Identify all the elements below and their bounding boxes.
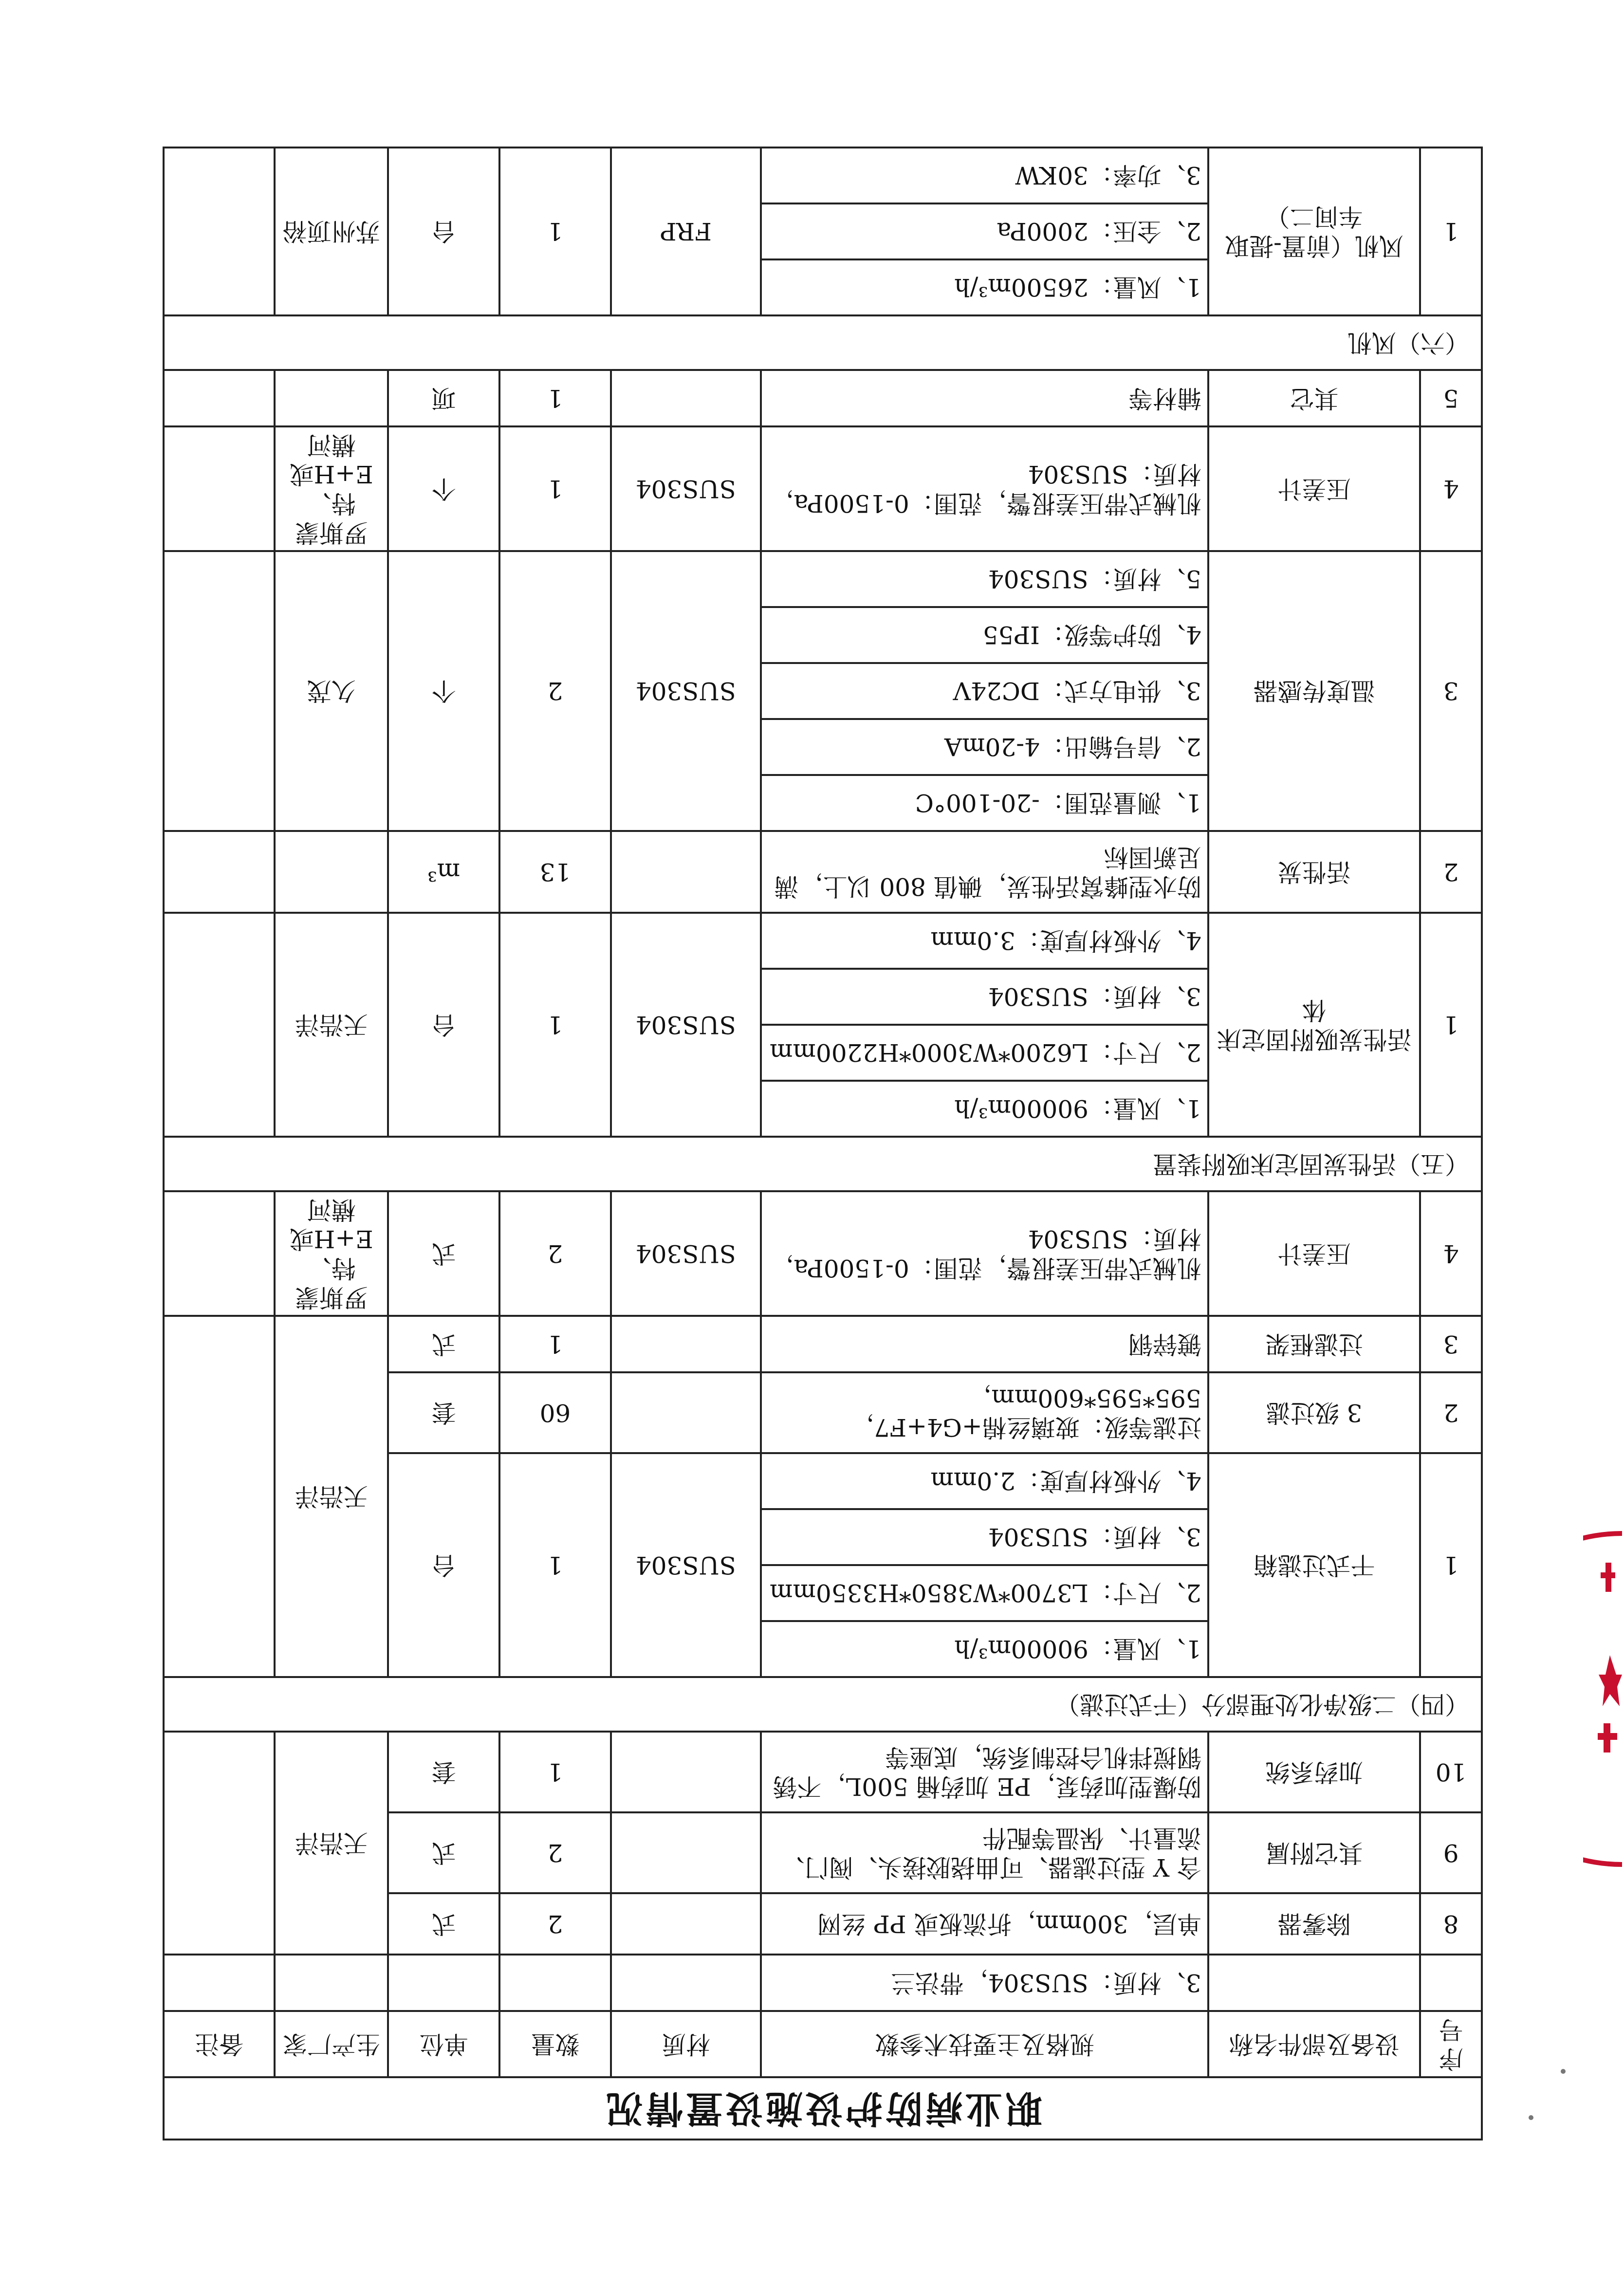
equipment-name: 过滤框架 [1208,1316,1420,1372]
protection-facilities-table [163,147,1483,2140]
row-number: 1 [1420,148,1482,315]
equipment-name: 其它附属 [1208,1812,1420,1893]
spec-cell: 镀锌钢 [761,1316,1208,1372]
table-header-row [164,2011,1482,2077]
quantity-cell: 60 [499,1372,610,1453]
quantity-cell: 1 [499,1316,610,1372]
equipment-name: 3 级过滤 [1208,1372,1420,1453]
unit-cell: 式 [388,1191,499,1316]
param-cell: 4、外板材厚度：2.0mm [761,1453,1208,1509]
spec-cell: 3、材质：SUS304，带法兰 [761,1955,1208,2011]
material-cell: FRP [611,148,761,315]
unit-cell: 套 [388,1732,499,1812]
seal-stamp-fragment [1583,1529,1622,1869]
spec-cell: 机械式带压差报警，范围：0-1500Pa，材质：SUS304 [761,426,1208,551]
header-cell: 序号 [1420,2011,1482,2077]
manufacturer-cell: 苏州顶裕 [275,148,388,315]
row-number: 10 [1420,1732,1482,1812]
row-number: 3 [1420,1316,1482,1372]
param-cell: 4、外板材厚度：3.0mm [761,913,1208,969]
param-cell: 2、尺寸：L3700*W3850*H3350mm [761,1565,1208,1621]
table-row [164,1081,1482,1137]
quantity-cell: 2 [499,1893,610,1955]
equipment-name: 温度传感器 [1208,551,1420,831]
param-cell: 4、防护等级：IP55 [761,607,1208,663]
unit-cell: 式 [388,1316,499,1372]
quantity-cell: 2 [499,551,610,831]
param-cell: 2、全压：2000Pa [761,203,1208,259]
scan-speck [1529,2115,1533,2120]
row-number: 2 [1420,831,1482,913]
row-number: 4 [1420,426,1482,551]
equipment-name: 压差计 [1208,1191,1420,1316]
unit-cell: m³ [388,831,499,913]
unit-cell: 台 [388,913,499,1137]
header-cell: 数量 [499,2011,610,2077]
section-heading: （四）二级净化处理部分（干式过滤） [164,1677,1482,1732]
param-cell: 1、风量：26500m³/h [761,259,1208,315]
manufacturer-cell: 天浩洋 [275,913,388,1137]
row-number: 1 [1420,1453,1482,1677]
quantity-cell: 2 [499,1191,610,1316]
header-cell: 设备及部件名称 [1208,2011,1420,2077]
spec-cell: 单层，300mm，折流板或 PP 丝网 [761,1893,1208,1955]
row-number: 4 [1420,1191,1482,1316]
equipment-name: 其它 [1208,370,1420,426]
param-cell: 1、风量：90000m³/h [761,1621,1208,1677]
header-cell: 规格及主要技术参数 [761,2011,1208,2077]
equipment-name: 除雾器 [1208,1893,1420,1955]
equipment-name: 活性炭 [1208,831,1420,913]
table-row [164,775,1482,831]
row-number: 9 [1420,1812,1482,1893]
table-row [164,1893,1482,1955]
equipment-name: 活性炭吸附固定床体 [1208,913,1420,1137]
param-cell: 3、材质：SUS304 [761,1509,1208,1565]
material-cell: SUS304 [611,1191,761,1316]
manufacturer-cell: 罗斯蒙特、E+H或横河 [275,1191,388,1316]
table-row [164,1955,1482,2011]
quantity-cell: 1 [499,1453,610,1677]
section-heading: （五）活性炭固定床吸附装置 [164,1137,1482,1191]
manufacturer-cell: 天浩洋 [275,1316,388,1677]
material-cell: SUS304 [611,1453,761,1677]
spec-cell: 过滤等级：玻璃丝棉+G4+F7，595*595*600mm， [761,1372,1208,1453]
equipment-name: 压差计 [1208,426,1420,551]
header-cell: 生产厂家 [275,2011,388,2077]
unit-cell: 项 [388,370,499,426]
scan-speck [1561,2069,1566,2074]
table-row [164,259,1482,315]
quantity-cell: 1 [499,426,610,551]
manufacturer-cell: 罗斯蒙特、E+H或横河 [275,426,388,551]
spec-cell: 防爆型加药泵，PE 加药桶 500L，不锈钢搅拌机合控制系统，底座等 [761,1732,1208,1812]
table-row [164,370,1482,426]
header-cell: 备注 [164,2011,275,2077]
table-row [164,831,1482,913]
material-cell: SUS304 [611,551,761,831]
row-number: 1 [1420,913,1482,1137]
equipment-name: 干式过滤箱 [1208,1453,1420,1677]
row-number: 3 [1420,551,1482,831]
unit-cell: 式 [388,1812,499,1893]
param-cell: 5、材质：SUS304 [761,551,1208,607]
table-row [164,426,1482,551]
param-cell: 3、供电方式：DC24V [761,663,1208,719]
param-cell: 1、测量范围：-20-100°C [761,775,1208,831]
quantity-cell: 2 [499,1812,610,1893]
section-heading: （六）风机 [164,315,1482,370]
material-cell: SUS304 [611,913,761,1137]
header-cell: 单位 [388,2011,499,2077]
param-cell: 1、风量：90000m³/h [761,1081,1208,1137]
quantity-cell: 1 [499,370,610,426]
document-title: 职业病防护设施设置情况 [164,2077,1482,2140]
equipment-name: 风机（前置-提取车间二） [1208,148,1420,315]
spec-cell: 辅材等 [761,370,1208,426]
unit-cell: 台 [388,148,499,315]
spec-cell: 含 Y 型过滤器、可曲挠胶接头、阀门、流量计、保温等配件 [761,1812,1208,1893]
table-row [164,1191,1482,1316]
quantity-cell: 13 [499,831,610,913]
manufacturer-cell: 久茂 [275,551,388,831]
unit-cell: 台 [388,1453,499,1677]
table-row [164,1621,1482,1677]
manufacturer-cell: 天浩洋 [275,1732,388,1955]
equipment-name: 加药系统 [1208,1732,1420,1812]
header-cell: 材质 [611,2011,761,2077]
row-number: 5 [1420,370,1482,426]
unit-cell: 个 [388,551,499,831]
quantity-cell: 1 [499,1732,610,1812]
param-cell: 3、材质：SUS304 [761,969,1208,1025]
row-number: 2 [1420,1372,1482,1453]
material-cell: SUS304 [611,426,761,551]
quantity-cell: 1 [499,913,610,1137]
quantity-cell: 1 [499,148,610,315]
unit-cell: 个 [388,426,499,551]
unit-cell: 套 [388,1372,499,1453]
param-cell: 2、信号输出：4-20mA [761,719,1208,775]
spec-cell: 机械式带压差报警，范围：0-1500Pa，材质：SUS304 [761,1191,1208,1316]
param-cell: 2、尺寸：L6200*W3000*H2200mm [761,1025,1208,1081]
row-number: 8 [1420,1893,1482,1955]
param-cell: 3、功率：30KW [761,148,1208,203]
spec-cell: 防水型蜂窝活性炭，碘值 800 以上，满足新国标 [761,831,1208,913]
unit-cell: 式 [388,1893,499,1955]
